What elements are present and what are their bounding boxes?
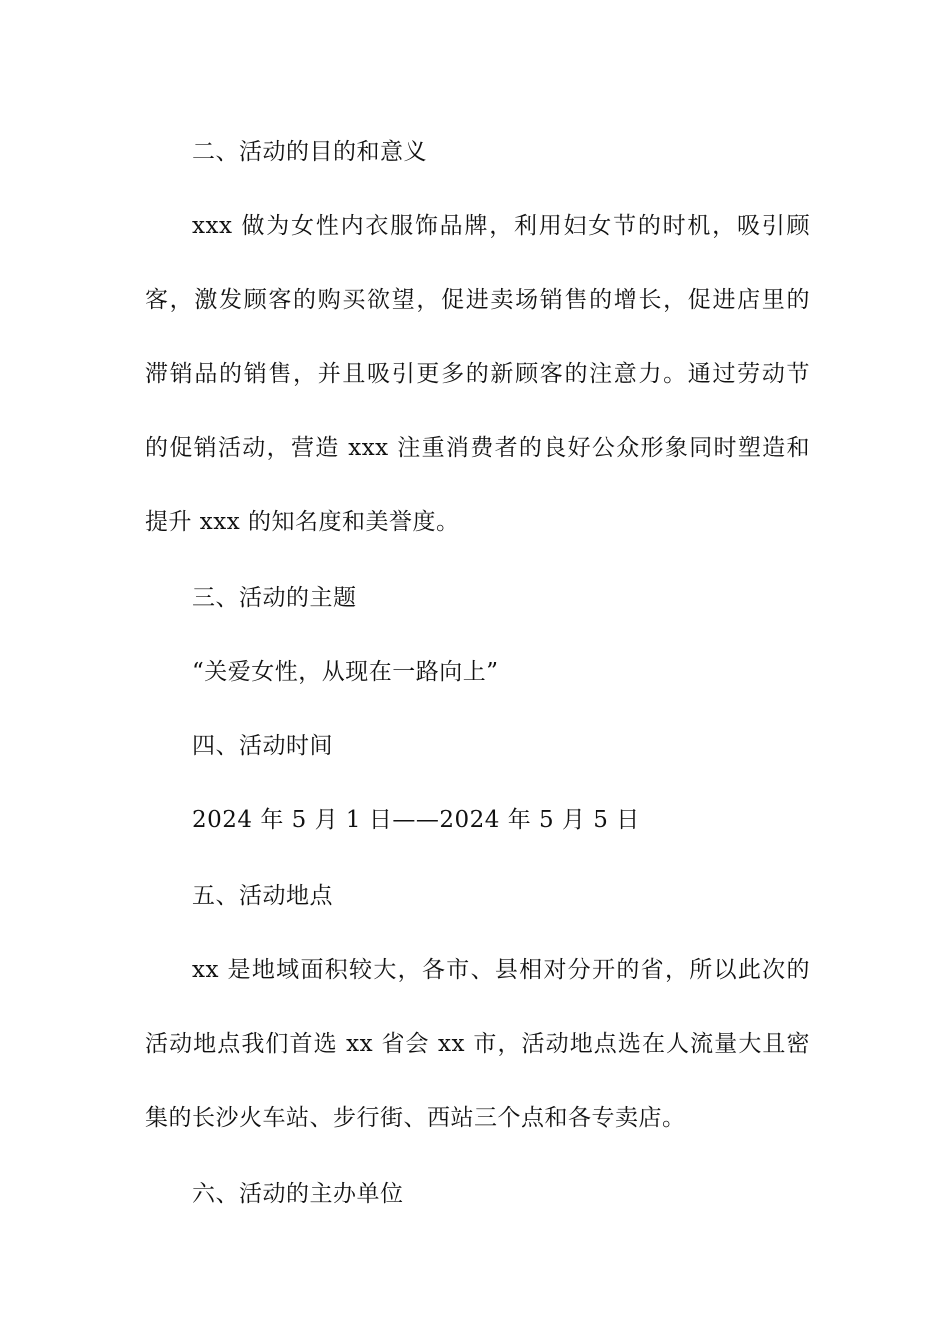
section-heading-location: 五、活动地点	[192, 883, 333, 909]
section-heading-theme: 三、活动的主题	[192, 585, 357, 611]
paragraph-line: 提升 xxx 的知名度和美誉度。	[145, 509, 460, 535]
paragraph-line: xx 是地域面积较大，各市、县相对分开的省，所以此次的	[192, 957, 810, 983]
paragraph-line: “关爱女性，从现在一路向上”	[192, 659, 499, 685]
paragraph-line: 2024 年 5 月 1 日——2024 年 5 月 5 日	[192, 807, 640, 833]
section-heading-organizer: 六、活动的主办单位	[192, 1181, 404, 1207]
paragraph-line: 活动地点我们首选 xx 省会 xx 市，活动地点选在人流量大且密	[145, 1031, 810, 1057]
paragraph-line: 滞销品的销售，并且吸引更多的新顾客的注意力。通过劳动节	[145, 361, 810, 387]
section-heading-time: 四、活动时间	[192, 733, 333, 759]
section-heading-purpose: 二、活动的目的和意义	[192, 139, 427, 165]
paragraph-line: 集的长沙火车站、步行街、西站三个点和各专卖店。	[145, 1105, 686, 1131]
paragraph-line: 的促销活动，营造 xxx 注重消费者的良好公众形象同时塑造和	[145, 435, 810, 461]
paragraph-line: xxx 做为女性内衣服饰品牌，利用妇女节的时机，吸引顾	[192, 213, 810, 239]
paragraph-line: 客，激发顾客的购买欲望，促进卖场销售的增长，促进店里的	[145, 287, 810, 313]
